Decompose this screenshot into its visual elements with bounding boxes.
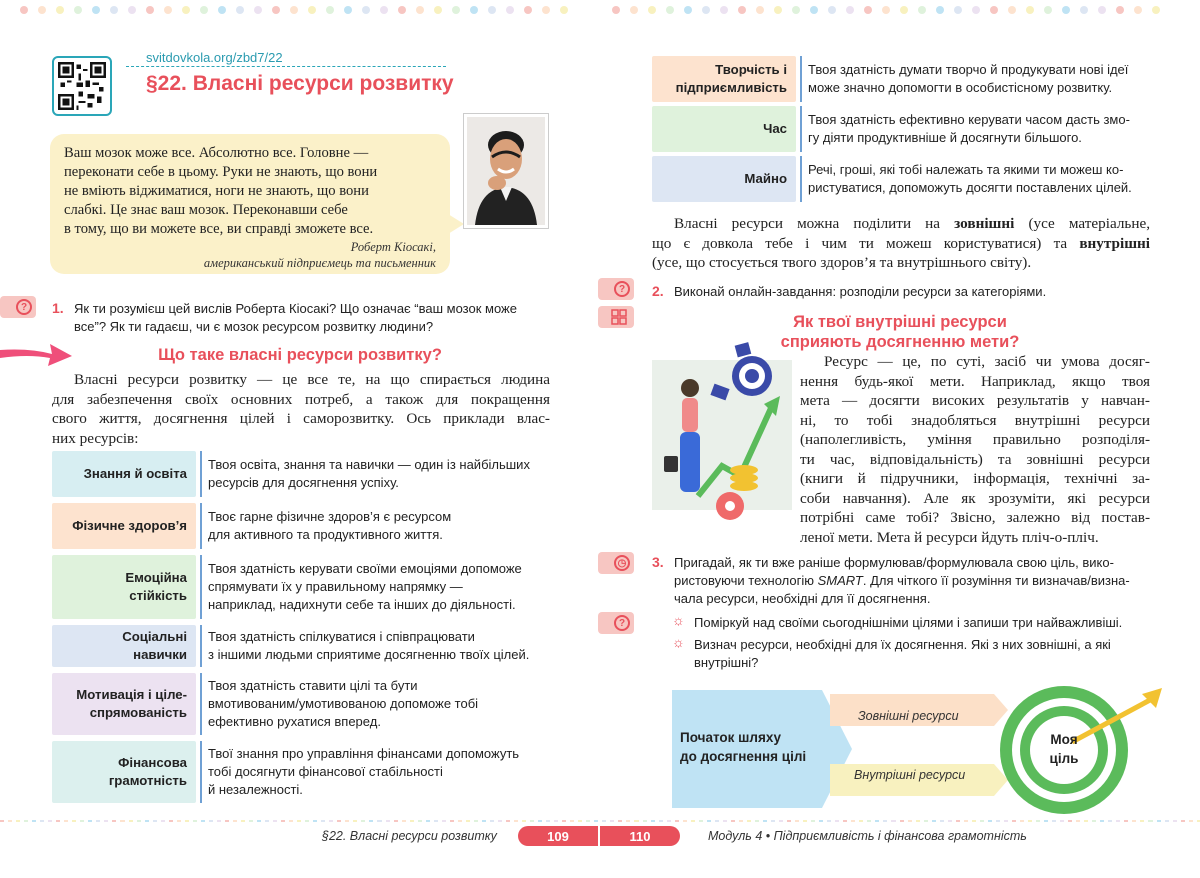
decor-dash bbox=[1189, 820, 1193, 822]
decor-dot bbox=[684, 6, 692, 14]
decor-dot bbox=[900, 6, 908, 14]
decor-dash bbox=[177, 820, 181, 822]
decor-dash bbox=[1108, 820, 1112, 822]
decor-dash bbox=[426, 820, 430, 822]
decor-dot bbox=[398, 6, 406, 14]
decor-dash bbox=[819, 820, 823, 822]
decor-dash bbox=[217, 820, 221, 822]
decor-dot bbox=[774, 6, 782, 14]
decor-dash bbox=[458, 820, 462, 822]
decor-dot bbox=[38, 6, 46, 14]
decor-dash bbox=[209, 820, 213, 822]
decor-dash bbox=[1165, 820, 1169, 822]
decor-dash bbox=[1132, 820, 1136, 822]
decor-dash bbox=[643, 820, 647, 822]
decor-dot bbox=[1152, 6, 1160, 14]
decor-dash bbox=[56, 820, 60, 822]
resource-label: Майно bbox=[652, 156, 796, 202]
resource-description: Твоя здатність ставити цілі та бути вмотивованим/умотивованою допоможе тобі ефективно рухатися вперед. bbox=[200, 673, 552, 735]
subtitle-what-are-resources: Що таке власні ресурси розвитку? bbox=[158, 346, 442, 364]
decor-dash bbox=[418, 820, 422, 822]
decor-dash bbox=[353, 820, 357, 822]
decor-dash bbox=[402, 820, 406, 822]
top-dots-right bbox=[612, 6, 1160, 16]
footer-module: Модуль 4 • Підприємливість і фінансова грамотність bbox=[708, 829, 1027, 843]
decor-dash bbox=[1181, 820, 1185, 822]
quote-text: Ваш мозок може все. Абсолютно все. Головне — переконати себе в цьому. Руки не знають, що вони не вміють віджиматися, ноги не знають, що вони слабкі. Це знає ваш мозок. Переконавши себе в тому, що ви можете все, ви справді зможете все. bbox=[64, 145, 378, 237]
decor-dot bbox=[756, 6, 764, 14]
decor-dash bbox=[827, 820, 831, 822]
resource-row bbox=[652, 156, 1152, 202]
decor-dash bbox=[691, 820, 695, 822]
question-icon: ? bbox=[598, 278, 634, 300]
decor-dash bbox=[64, 820, 68, 822]
resource-row bbox=[652, 56, 1152, 102]
decor-dot bbox=[326, 6, 334, 14]
decor-dot bbox=[630, 6, 638, 14]
decor-dash bbox=[169, 820, 173, 822]
quote-box bbox=[50, 134, 450, 274]
subtitle-internal-resources: Як твої внутрішні ресурси сприяють досягненню мети? bbox=[780, 313, 1020, 351]
decor-dot bbox=[128, 6, 136, 14]
decor-dash bbox=[120, 820, 124, 822]
decor-dash bbox=[1060, 820, 1064, 822]
decor-dash bbox=[1004, 820, 1008, 822]
decor-dash bbox=[1076, 820, 1080, 822]
resource-description: Твоя здатність думати творчо й продукувати нові ідеї може значно допомогти в особистісному розвитку. bbox=[800, 56, 1152, 102]
title-divider bbox=[126, 66, 446, 67]
decor-dash bbox=[32, 820, 36, 822]
footer-divider bbox=[0, 820, 1200, 824]
decor-dash bbox=[1092, 820, 1096, 822]
decor-dash bbox=[466, 820, 470, 822]
decor-dash bbox=[329, 820, 333, 822]
decor-dash bbox=[361, 820, 365, 822]
bullet-item: Визнач ресурси, необхідні для їх досягнення. Які з них зовнішні, а які внутрішні? bbox=[694, 637, 1111, 670]
decor-dash bbox=[410, 820, 414, 822]
decor-dash bbox=[546, 820, 550, 822]
decor-dash bbox=[1068, 820, 1072, 822]
decor-dash bbox=[193, 820, 197, 822]
decor-dash bbox=[369, 820, 373, 822]
decor-dash bbox=[570, 820, 574, 822]
page-number-right: 110 bbox=[600, 826, 680, 846]
decor-dot bbox=[164, 6, 172, 14]
decor-dot bbox=[74, 6, 82, 14]
decor-dash bbox=[554, 820, 558, 822]
decor-dash bbox=[1052, 820, 1056, 822]
decor-dash bbox=[891, 820, 895, 822]
decor-dash bbox=[514, 820, 518, 822]
decor-dash bbox=[659, 820, 663, 822]
decor-dash bbox=[345, 820, 349, 822]
decor-dot bbox=[864, 6, 872, 14]
decor-dash bbox=[1124, 820, 1128, 822]
decor-dot bbox=[416, 6, 424, 14]
decor-dash bbox=[626, 820, 630, 822]
decor-dash bbox=[739, 820, 743, 822]
decor-dash bbox=[161, 820, 165, 822]
decor-dash bbox=[538, 820, 542, 822]
decor-dash bbox=[249, 820, 253, 822]
intro-paragraph: Власні ресурси розвитку — це все те, на що спирається людина для забезпечення своїх основних потреб, а також для покращення свого життя, досягнення цілей і саморозвитку. Ось приклади влас- них ресурсів: bbox=[52, 371, 550, 447]
decor-dash bbox=[16, 820, 20, 822]
decor-dot bbox=[542, 6, 550, 14]
decor-dot bbox=[1008, 6, 1016, 14]
decor-dot bbox=[666, 6, 674, 14]
decor-dash bbox=[0, 820, 4, 822]
decor-dot bbox=[560, 6, 568, 14]
resource-label: Знання й освіта bbox=[52, 451, 196, 497]
resource-label: Час bbox=[652, 106, 796, 152]
decor-dot bbox=[182, 6, 190, 14]
decor-dash bbox=[321, 820, 325, 822]
decor-dash bbox=[450, 820, 454, 822]
decor-dot bbox=[506, 6, 514, 14]
decor-dot bbox=[488, 6, 496, 14]
resource-label: Мотивація і ціле- спрямованість bbox=[52, 673, 196, 735]
decor-dash bbox=[8, 820, 12, 822]
author-portrait bbox=[464, 114, 548, 228]
decor-dash bbox=[137, 820, 141, 822]
decor-dash bbox=[980, 820, 984, 822]
decor-dash bbox=[506, 820, 510, 822]
decor-dash bbox=[795, 820, 799, 822]
decor-dot bbox=[290, 6, 298, 14]
decor-dash bbox=[1036, 820, 1040, 822]
question-number: 1. bbox=[52, 300, 64, 316]
decor-dot bbox=[882, 6, 890, 14]
resource-description: Твоє гарне фізичне здоров’я є ресурсом для активного та продуктивного життя. bbox=[200, 503, 552, 549]
decor-dash bbox=[88, 820, 92, 822]
decor-dash bbox=[201, 820, 205, 822]
resource-row bbox=[52, 451, 552, 497]
decor-dot bbox=[272, 6, 280, 14]
decor-dash bbox=[1012, 820, 1016, 822]
online-task-icon[interactable] bbox=[598, 306, 634, 328]
goal-paragraph: Ресурс — це, по суті, засіб чи умова досяг- нення будь-якої мети. Наприклад, якщо твоя мета — досягти високих результатів у навчан- ні, то тобі знадобляться внутрішні ресурси (наполегливість, уміння правильно розподіля- ти час, відповідальність) та зовнішні ресурси (книги й підручники, інформація, технічні за- соби навчання). Але як зрозуміти, які ресурси потрібні саме тобі? Звісно, залежно від постав- леної мети. Мета й ресурси йдуть пліч-о-пліч. bbox=[800, 353, 1150, 546]
decor-dash bbox=[707, 820, 711, 822]
decor-dash bbox=[305, 820, 309, 822]
resource-label: Емоційна стійкість bbox=[52, 555, 196, 619]
decor-dash bbox=[988, 820, 992, 822]
resource-description: Твоя освіта, знання та навички — один із найбільших ресурсів для досягнення успіху. bbox=[200, 451, 552, 497]
decor-dot bbox=[308, 6, 316, 14]
decor-dash bbox=[289, 820, 293, 822]
decor-dash bbox=[723, 820, 727, 822]
decor-dot bbox=[1080, 6, 1088, 14]
decor-dash bbox=[715, 820, 719, 822]
decor-dot bbox=[470, 6, 478, 14]
decor-dash bbox=[803, 820, 807, 822]
question-1-text: Як ти розумієш цей вислів Роберта Кіосакі? Що означає “ваш мозок може все”? Як ти гадаєш, чи є мозок ресурсом розвитку людини? bbox=[74, 301, 517, 334]
decor-dot bbox=[1044, 6, 1052, 14]
decor-dash bbox=[900, 820, 904, 822]
decor-dash bbox=[225, 820, 229, 822]
decor-dash bbox=[442, 820, 446, 822]
decor-dash bbox=[940, 820, 944, 822]
decor-dash bbox=[72, 820, 76, 822]
decor-dash bbox=[779, 820, 783, 822]
decor-dash bbox=[24, 820, 28, 822]
resource-row bbox=[52, 673, 552, 735]
decor-dash bbox=[667, 820, 671, 822]
decor-dot bbox=[828, 6, 836, 14]
decor-dash bbox=[1100, 820, 1104, 822]
decor-dot bbox=[434, 6, 442, 14]
decor-dash bbox=[313, 820, 317, 822]
decor-dash bbox=[610, 820, 614, 822]
decor-dot bbox=[1098, 6, 1106, 14]
decor-dash bbox=[1028, 820, 1032, 822]
decor-dash bbox=[96, 820, 100, 822]
question-3-text: Пригадай, як ти вже раніше формулював/формулювала свою ціль, вико- ристовуючи технологію SMART. Для чіткого її розуміння ти визначав/визна- чала ресурси, необхідні для її досягнення. bbox=[674, 555, 1130, 606]
resource-row bbox=[52, 555, 552, 619]
bullet-sun-icon: ☼ bbox=[672, 612, 685, 628]
decor-dot bbox=[1116, 6, 1124, 14]
decor-dash bbox=[241, 820, 245, 822]
bullet-sun-icon: ☼ bbox=[672, 634, 685, 650]
decor-dot bbox=[146, 6, 154, 14]
decor-dash bbox=[924, 820, 928, 822]
decor-dash bbox=[434, 820, 438, 822]
decor-dot bbox=[846, 6, 854, 14]
decor-dash bbox=[835, 820, 839, 822]
decor-dash bbox=[281, 820, 285, 822]
decor-dash bbox=[386, 820, 390, 822]
decor-dot bbox=[720, 6, 728, 14]
decor-dash bbox=[490, 820, 494, 822]
top-dots-left bbox=[20, 6, 568, 16]
section-title: §22. Власні ресурси розвитку bbox=[146, 72, 454, 95]
decor-dash bbox=[996, 820, 1000, 822]
decor-dot bbox=[92, 6, 100, 14]
decor-dash bbox=[634, 820, 638, 822]
decor-dash bbox=[747, 820, 751, 822]
decor-dash bbox=[972, 820, 976, 822]
decor-dot bbox=[236, 6, 244, 14]
resource-description: Речі, гроші, які тобі належать та якими ти можеш ко- ристуватися, допоможуть досягти поставлених цілей. bbox=[800, 156, 1152, 202]
decor-dash bbox=[482, 820, 486, 822]
decor-dash bbox=[867, 820, 871, 822]
decor-dot bbox=[344, 6, 352, 14]
decor-dash bbox=[1197, 820, 1200, 822]
decor-dash bbox=[530, 820, 534, 822]
bullet-item: Поміркуй над своїми сьогоднішніми цілями і запиши три найважливіші. bbox=[694, 615, 1123, 630]
decor-dash bbox=[394, 820, 398, 822]
decor-dash bbox=[586, 820, 590, 822]
decor-dash bbox=[883, 820, 887, 822]
decor-dot bbox=[362, 6, 370, 14]
decor-dash bbox=[771, 820, 775, 822]
decor-dash bbox=[273, 820, 277, 822]
timer-icon: ◷ bbox=[598, 552, 634, 574]
decor-dash bbox=[337, 820, 341, 822]
decor-dash bbox=[932, 820, 936, 822]
resource-label: Творчість і підприємливість bbox=[652, 56, 796, 102]
decor-dash bbox=[1020, 820, 1024, 822]
question-icon: ? bbox=[598, 612, 634, 634]
decor-dash bbox=[104, 820, 108, 822]
question-number: 2. bbox=[652, 283, 664, 299]
footer-section: §22. Власні ресурси розвитку bbox=[322, 829, 497, 843]
decor-dash bbox=[257, 820, 261, 822]
resource-row bbox=[652, 106, 1152, 152]
decor-dash bbox=[1173, 820, 1177, 822]
decor-dot bbox=[792, 6, 800, 14]
decor-dash bbox=[787, 820, 791, 822]
decor-dot bbox=[200, 6, 208, 14]
goal-illustration bbox=[652, 336, 792, 526]
decor-dot bbox=[936, 6, 944, 14]
decor-dash bbox=[153, 820, 157, 822]
question-number: 3. bbox=[652, 554, 664, 570]
decor-dash bbox=[562, 820, 566, 822]
decor-dash bbox=[1157, 820, 1161, 822]
decor-dot bbox=[524, 6, 532, 14]
resource-link[interactable]: svitdovkola.org/zbd7/22 bbox=[146, 50, 283, 65]
decor-dash bbox=[948, 820, 952, 822]
decor-dot bbox=[1134, 6, 1142, 14]
diagram-internal-label: Внутрішні ресурси bbox=[854, 768, 966, 782]
decor-dot bbox=[810, 6, 818, 14]
decor-dash bbox=[578, 820, 582, 822]
decor-dot bbox=[110, 6, 118, 14]
decor-dot bbox=[1026, 6, 1034, 14]
resource-row bbox=[52, 741, 552, 803]
decor-dot bbox=[990, 6, 998, 14]
resource-description: Твої знання про управління фінансами допоможуть тобі досягнути фінансової стабільності й незалежності. bbox=[200, 741, 552, 803]
decor-dash bbox=[908, 820, 912, 822]
decor-dash bbox=[1084, 820, 1088, 822]
decor-dash bbox=[265, 820, 269, 822]
decor-dash bbox=[755, 820, 759, 822]
decor-dot bbox=[56, 6, 64, 14]
decor-dash bbox=[651, 820, 655, 822]
decor-dash bbox=[683, 820, 687, 822]
decor-dot bbox=[218, 6, 226, 14]
decor-dot bbox=[254, 6, 262, 14]
decor-dot bbox=[20, 6, 28, 14]
decor-dot bbox=[612, 6, 620, 14]
decor-dash bbox=[699, 820, 703, 822]
decor-dash bbox=[875, 820, 879, 822]
decor-dash bbox=[811, 820, 815, 822]
decor-dot bbox=[648, 6, 656, 14]
page-number-left: 109 bbox=[518, 826, 598, 846]
decor-dash bbox=[851, 820, 855, 822]
decor-dot bbox=[452, 6, 460, 14]
resource-label: Фінансова грамотність bbox=[52, 741, 196, 803]
decor-dash bbox=[859, 820, 863, 822]
resource-description: Твоя здатність спілкуватися і співпрацювати з іншими людьми сприятиме досягненню твоїх цілей. bbox=[200, 625, 552, 667]
decor-dot bbox=[738, 6, 746, 14]
diagram-start-label: Початок шляху до досягнення цілі bbox=[680, 730, 807, 764]
diagram-goal-label: Моя ціль bbox=[1049, 732, 1079, 766]
decor-dash bbox=[964, 820, 968, 822]
resource-row bbox=[52, 625, 552, 667]
decor-dash bbox=[602, 820, 606, 822]
diagram-external-label: Зовнішні ресурси bbox=[858, 709, 959, 723]
decor-dash bbox=[129, 820, 133, 822]
resource-label: Фізичне здоров’я bbox=[52, 503, 196, 549]
decor-dash bbox=[474, 820, 478, 822]
decor-dash bbox=[594, 820, 598, 822]
decor-dash bbox=[916, 820, 920, 822]
decor-dash bbox=[297, 820, 301, 822]
decor-dot bbox=[1062, 6, 1070, 14]
resource-description: Твоя здатність керувати своїми емоціями допоможе спрямувати їх у правильному напрямку — наприклад, надихнути себе та інших до діяльності. bbox=[200, 555, 552, 619]
decor-dash bbox=[1148, 820, 1152, 822]
decor-dash bbox=[145, 820, 149, 822]
decor-dash bbox=[112, 820, 116, 822]
decor-dot bbox=[954, 6, 962, 14]
decor-dash bbox=[731, 820, 735, 822]
decor-dash bbox=[377, 820, 381, 822]
decor-dash bbox=[675, 820, 679, 822]
decor-dash bbox=[1140, 820, 1144, 822]
decor-dash bbox=[763, 820, 767, 822]
question-icon: ? bbox=[0, 296, 36, 318]
decor-dash bbox=[498, 820, 502, 822]
decor-dash bbox=[185, 820, 189, 822]
decor-dash bbox=[618, 820, 622, 822]
decor-dot bbox=[380, 6, 388, 14]
decor-dot bbox=[918, 6, 926, 14]
decor-dash bbox=[956, 820, 960, 822]
decor-dash bbox=[522, 820, 526, 822]
decor-dash bbox=[233, 820, 237, 822]
decor-dash bbox=[1116, 820, 1120, 822]
qr-code-icon[interactable] bbox=[52, 56, 112, 116]
decor-dot bbox=[702, 6, 710, 14]
quote-author-role: американський підприємець та письменник bbox=[203, 256, 436, 270]
resource-row bbox=[52, 503, 552, 549]
resource-description: Твоя здатність ефективно керувати часом дасть змо- гу діяти продуктивніше й досягнути більшого. bbox=[800, 106, 1152, 152]
decor-dash bbox=[1044, 820, 1048, 822]
decor-dash bbox=[48, 820, 52, 822]
quote-author: Роберт Кіосакі, bbox=[350, 240, 436, 254]
question-2-text: Виконай онлайн-завдання: розподіли ресурси за категоріями. bbox=[674, 284, 1047, 299]
decor-dash bbox=[40, 820, 44, 822]
resources-split-paragraph: Власні ресурси можна поділити на зовнішні (усе матеріальне, що є довкола тебе і чим ти можеш користуватися) та внутрішні (усе, що стосується твого здоров’я та внутрішнього світу). bbox=[652, 215, 1150, 271]
decor-dash bbox=[843, 820, 847, 822]
decor-dot bbox=[972, 6, 980, 14]
resource-label: Соціальні навички bbox=[52, 625, 196, 667]
decor-dash bbox=[80, 820, 84, 822]
